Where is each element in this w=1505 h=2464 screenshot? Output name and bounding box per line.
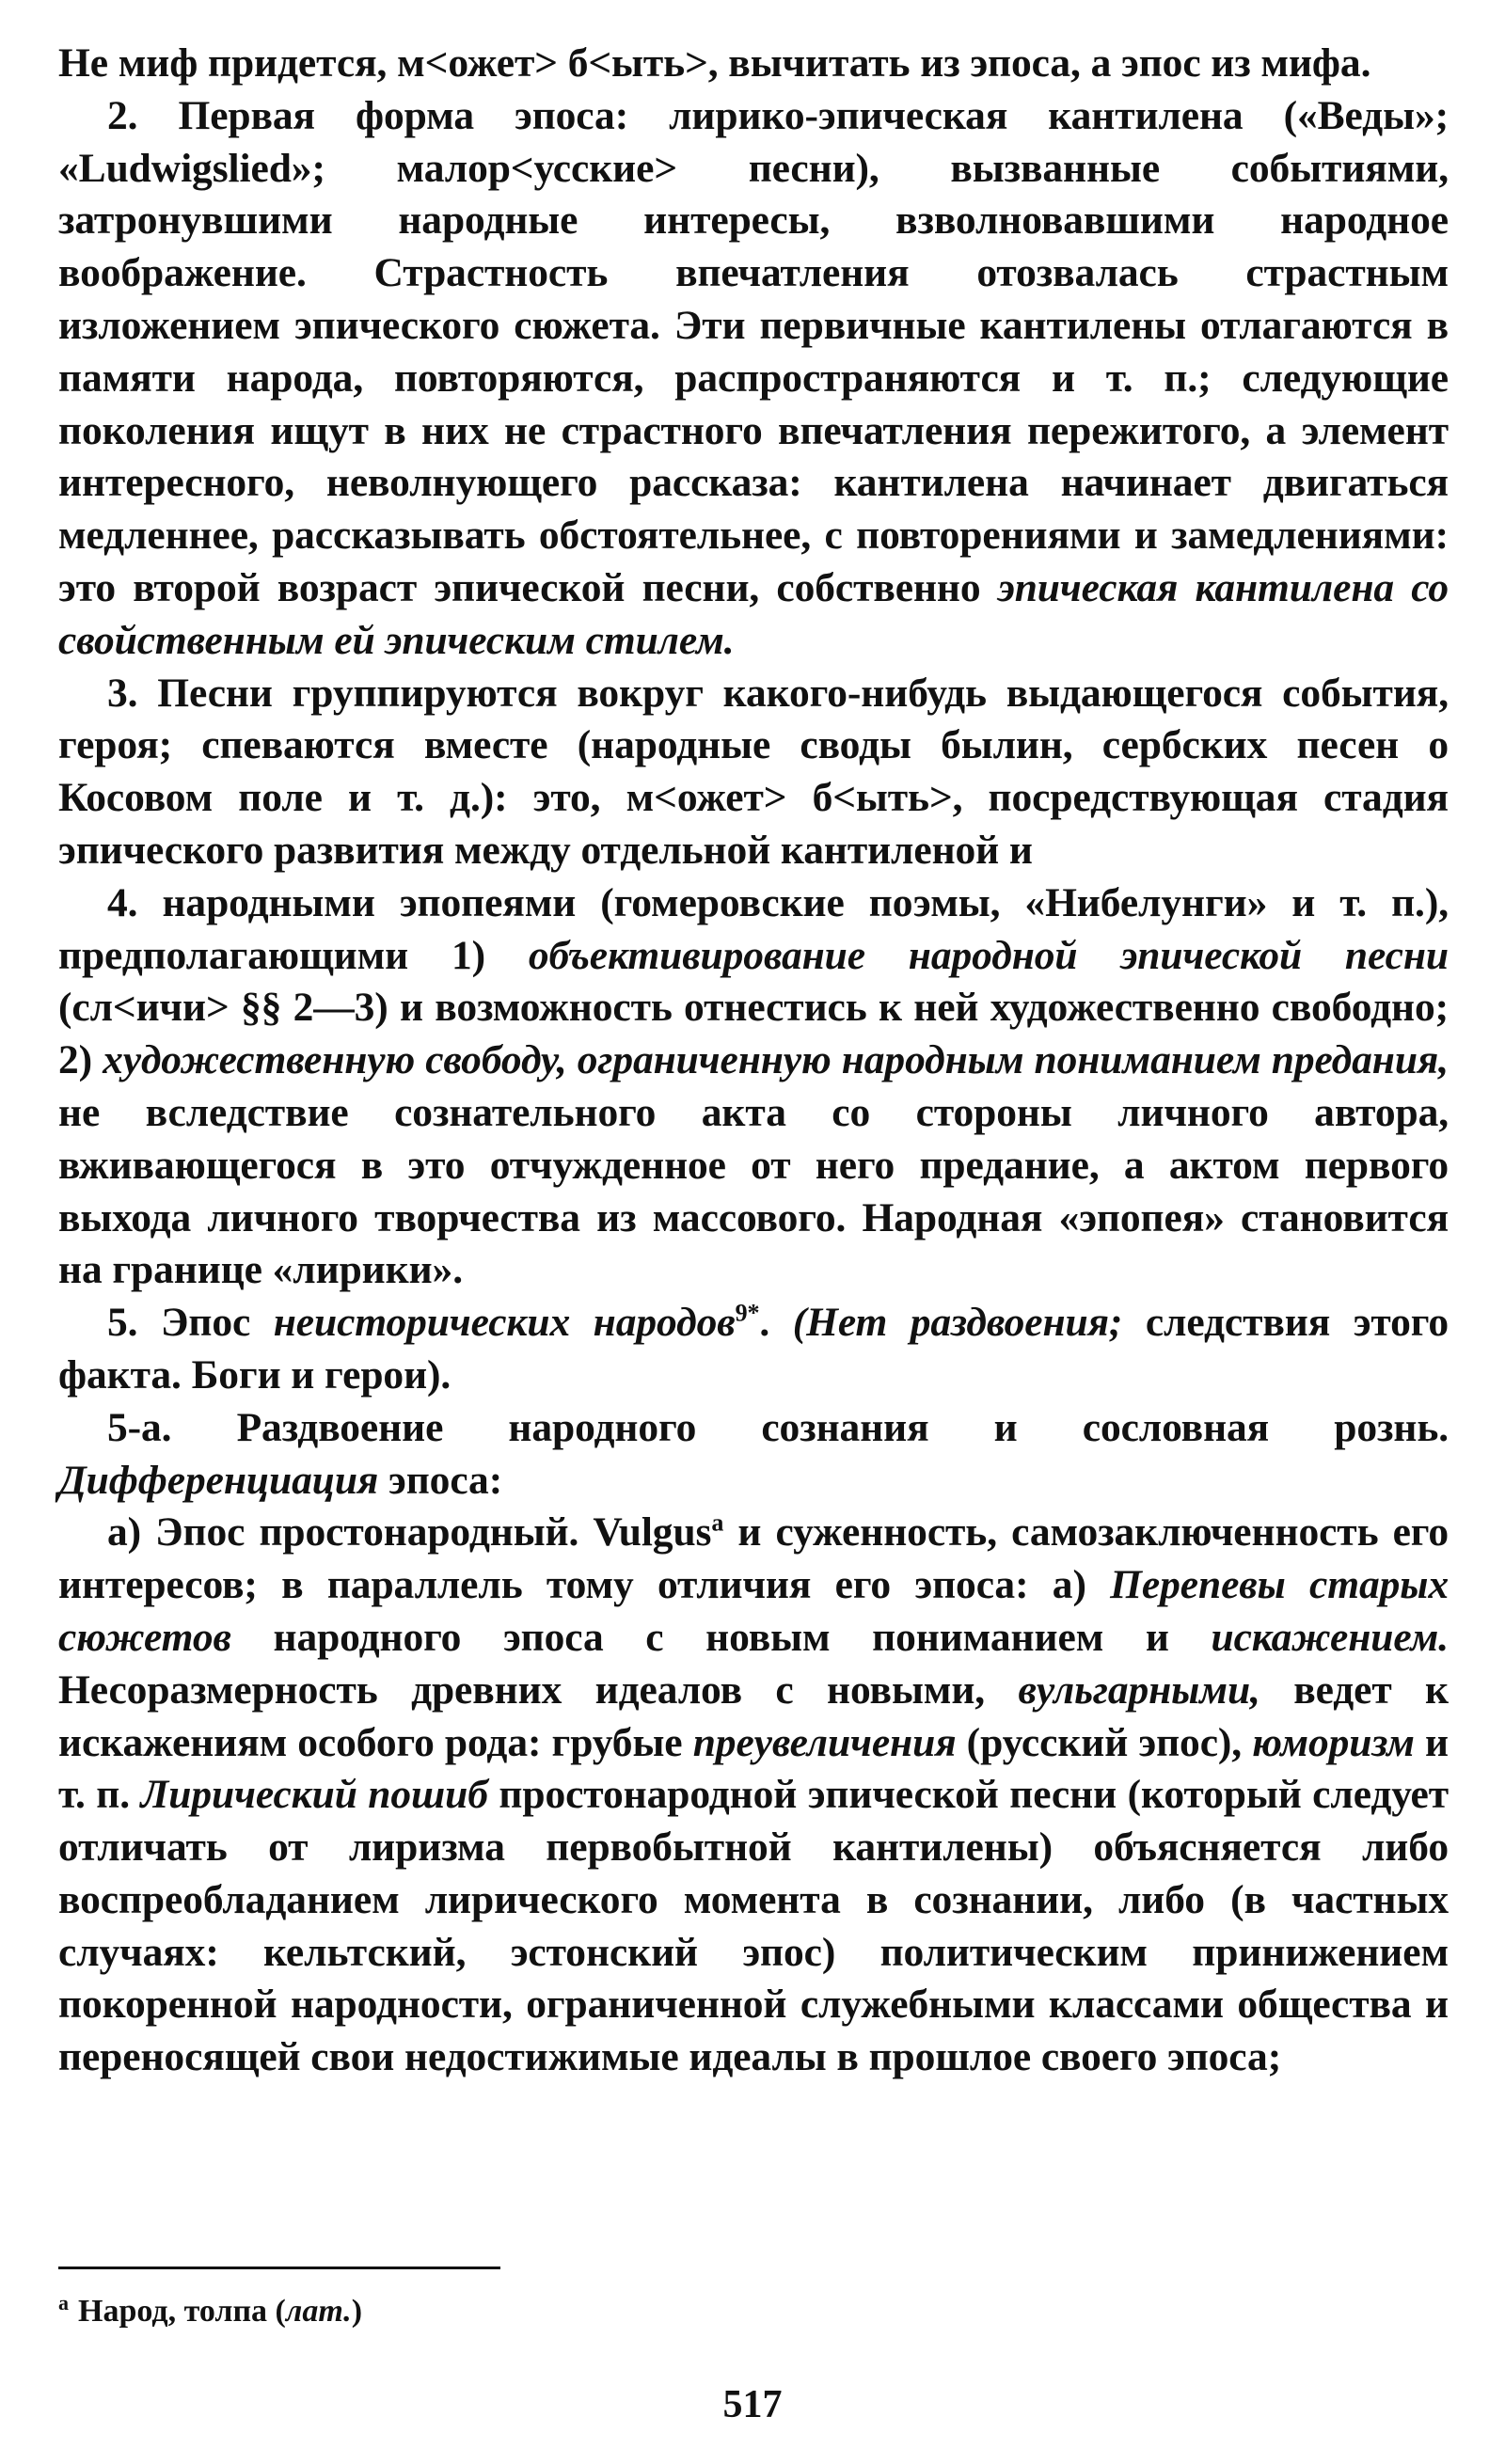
italic-run: (Нет раздвоения; (792, 1300, 1123, 1346)
italic-run: Дифференциация (58, 1457, 379, 1503)
note-ref: 9* (735, 1299, 760, 1327)
paragraph-continuation (58, 38, 1449, 90)
text-run: ведет к искажениям особого рода: грубые (58, 1666, 1450, 1765)
footnote-divider (58, 2267, 500, 2269)
paragraph-5 (58, 1297, 1449, 1402)
paragraph-2 (58, 90, 1449, 668)
paragraph-3 (58, 668, 1449, 877)
italic-run: эпическая кантилена со свойственным ей эпическим стилем. (58, 564, 1449, 663)
footnote-lang: лат. (285, 2294, 352, 2329)
paragraph-5a-a (58, 1507, 1449, 2084)
footnote-ref: a (711, 1508, 724, 1537)
paragraph-5a (58, 1402, 1449, 1508)
italic-run: художественную свободу, ограниченную народным пониманием предания, (103, 1037, 1449, 1083)
footnote-marker: a (58, 2290, 69, 2314)
page-number: 517 (722, 2383, 783, 2426)
italic-run: преувеличения (692, 1719, 957, 1765)
text-run: а) Эпос простонародный. Vulgus (107, 1509, 712, 1556)
text-run: 5. Эпос (107, 1300, 274, 1346)
text-run: 2. Первая форма эпоса: лирико-эпическая кантилена («Веды»; «Ludwigslied»; малор<усские> песни), вызванные событиями, затронувшими народные интересы, взволновавшими народное воображение. Страстность впечатления отозвалась страстным изложением эпического сюжета. Эти первичные кантилены отлагаются в памяти народа, повторяются, распространяются и т. п.; следующие поколения ищут в них не страстного впечатления пережитого, а элемент интересного, неволнующего рассказа: кантилена начинает двигаться медленнее, рассказывать обстоятельнее, с повторениями и замедлениями: это второй возраст эпической песни, собственно (58, 92, 1449, 610)
text-run: (русский эпос), (956, 1719, 1253, 1765)
text-run: 3. Песни группируются вокруг какого-нибудь выдающегося события, героя; спеваются вместе (народные своды былин, сербских песен о Косовом поле и т. д.): это, м<ожет> б<ыть>, посредствующая стадия эпического развития между отдельной кантиленой и (58, 670, 1449, 873)
italic-run: объективирование народной эпической песни (528, 932, 1449, 978)
text-run: эпоса: (378, 1457, 503, 1503)
text-run: 4. народными эпопеями (гомеровские поэмы, «Нибелунги» и т. п.), предполагающими 1) (58, 879, 1449, 978)
text-run: и суженность, самозаключенность его интересов; в параллель тому отличия его эпоса: а) (58, 1509, 1449, 1608)
footnote-text: Народ, толпа ( (78, 2294, 286, 2329)
text-run: следствия этого факта. Боги и герои). (58, 1300, 1449, 1398)
text-run: (сл<ичи> §§ 2—3) и возможность отнестись к ней художественно свободно; 2) (58, 985, 1449, 1083)
text-run: простонародной эпической песни (который следует отличать от лиризма первобытной кантилены) объясняется либо воспреобладанием лирического момента в сознании, либо (в частных случаях: кельтский, эстонский эпос) политическим принижением покоренной народности, ограниченной служебными классами общества и переносящей свои недостижимые идеалы в прошлое своего эпоса; (58, 1772, 1450, 2080)
italic-run: неисторических народов (273, 1300, 736, 1346)
text-run: Несоразмерность древних идеалов с новыми, (58, 1666, 1019, 1713)
footnote-close: ) (351, 2294, 363, 2329)
italic-run: Перепевы старых сюжетов (58, 1562, 1449, 1660)
paragraph-4 (58, 877, 1449, 1297)
text-run: . (759, 1300, 793, 1346)
text-run: Не миф придется, м<ожет> б<ыть>, вычитать из эпоса, а эпос из мифа. (58, 40, 1371, 86)
text-run: 5-а. Раздвоение народного сознания и сословная рознь. (107, 1404, 1449, 1450)
footnote (58, 2291, 362, 2332)
text-run: и т. п. (58, 1719, 1449, 1818)
text-run: не вследствие сознательного акта со стороны личного автора, вживающегося в это отчужденное от него предание, а актом первого выхода личного творчества из массового. Народная «эпопея» становится на границе «лирики». (58, 1089, 1449, 1293)
italic-run: вульгарными, (1018, 1666, 1260, 1713)
text-run: народного эпоса с новым пониманием и (230, 1614, 1212, 1660)
main-text (58, 38, 1449, 2084)
italic-run: искажением. (1211, 1614, 1449, 1660)
italic-run: Лирический пошиб (140, 1772, 488, 1818)
italic-run: юморизм (1252, 1719, 1415, 1765)
